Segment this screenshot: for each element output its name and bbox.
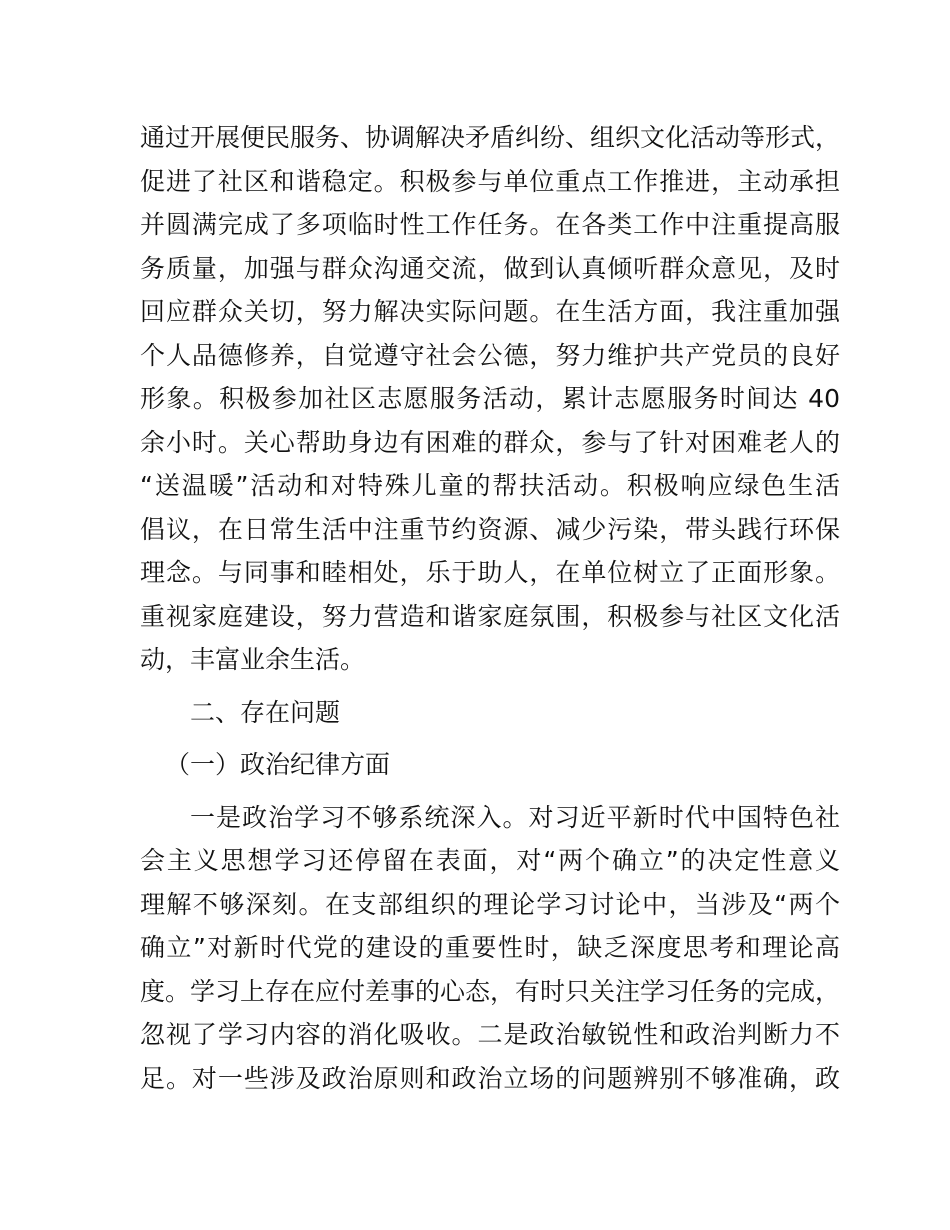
subsection-heading-political-discipline: （一）政治纪律方面 xyxy=(165,750,391,779)
text-line: 务质量，加强与群众沟通交流，做到认真倾听群众意见，及时 xyxy=(140,253,840,283)
text-line: 个人品德修养，自觉遵守社会公德，努力维护共产党员的良好 xyxy=(140,340,840,370)
text-line: 回应群众关切，努力解决实际问题。在生活方面，我注重加强 xyxy=(140,297,840,326)
text-line: 通过开展便民服务、协调解决矛盾纠纷、组织文化活动等形式， xyxy=(140,123,841,152)
text-line: 会主义思想学习还停留在表面，对“两个确立”的决定性意义 xyxy=(140,846,840,875)
text-line: 度。学习上存在应付差事的心态，有时只关注学习任务的完成， xyxy=(140,976,841,1006)
text-line: “送温暖”活动和对特殊儿童的帮扶活动。积极响应绿色生活 xyxy=(140,471,840,500)
text-line: 并圆满完成了多项临时性工作任务。在各类工作中注重提高服 xyxy=(140,210,840,239)
text-line: 促进了社区和谐稳定。积极参与单位重点工作推进，主动承担 xyxy=(140,166,840,196)
text-line: 忽视了学习内容的消化吸收。二是政治敏锐性和政治判断力不 xyxy=(140,1020,840,1049)
paragraph-work-and-life xyxy=(140,116,840,682)
text-line: 形象。积极参加社区志愿服务活动，累计志愿服务时间达 40 xyxy=(140,384,840,413)
text-line: 理念。与同事和睦相处，乐于助人，在单位树立了正面形象。 xyxy=(140,558,840,587)
text-line: 重视家庭建设，努力营造和谐家庭氛围，积极参与社区文化活 xyxy=(140,601,840,631)
text-line: 动，丰富业余生活。 xyxy=(140,645,366,674)
text-line: 确立”对新时代党的建设的重要性时，缺乏深度思考和理论高 xyxy=(140,933,840,962)
section-heading-existing-problems: 二、存在问题 xyxy=(190,697,341,727)
document-body xyxy=(140,116,840,1100)
text-line: 足。对一些涉及政治原则和政治立场的问题辨别不够准确，政 xyxy=(140,1063,840,1093)
text-line: 余小时。关心帮助身边有困难的群众，参与了针对困难老人的 xyxy=(140,427,840,457)
text-line: 倡议，在日常生活中注重节约资源、减少污染，带头践行环保 xyxy=(140,514,840,544)
text-line: 一是政治学习不够系统深入。对习近平新时代中国特色社 xyxy=(190,802,840,832)
paragraph-political-discipline xyxy=(140,796,840,1101)
text-line: 理解不够深刻。在支部组织的理论学习讨论中，当涉及“两个 xyxy=(140,889,840,919)
